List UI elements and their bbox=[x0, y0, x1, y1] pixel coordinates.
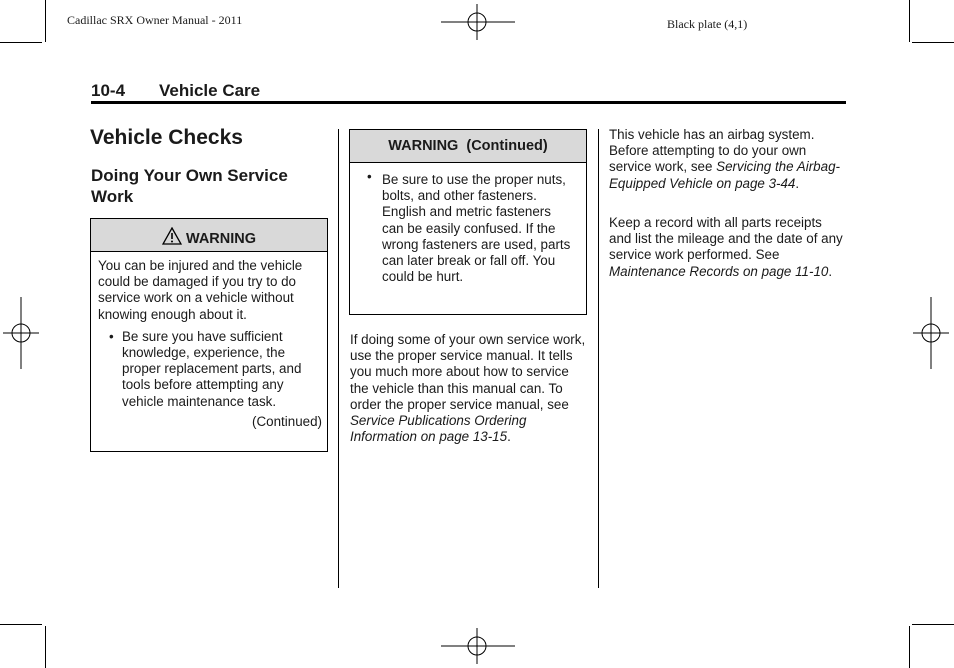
registration-mark-icon bbox=[441, 628, 515, 664]
warning-body bbox=[350, 163, 586, 285]
crop-mark bbox=[912, 42, 954, 43]
paragraph-end: . bbox=[828, 263, 833, 279]
crop-mark bbox=[45, 0, 46, 42]
cross-reference: Maintenance Records on page 11-10 bbox=[609, 263, 829, 279]
middle-paragraph bbox=[350, 332, 586, 445]
plate-label: Black plate (4,1) bbox=[667, 17, 748, 31]
paragraph-text: If doing some of your own service work, use the proper service manual. It tells you much more about how to service the vehicle than this manual can. To order the proper service manual, see bbox=[350, 332, 586, 412]
warning-header bbox=[91, 219, 327, 252]
section-rule bbox=[91, 101, 846, 104]
registration-mark-icon bbox=[441, 4, 515, 40]
registration-mark-icon bbox=[913, 297, 949, 369]
warning-triangle-icon bbox=[162, 227, 182, 245]
cross-reference: Servicing the Airbag-Equipped Vehicle on page 3-44 bbox=[609, 159, 840, 191]
paragraph-end: . bbox=[507, 429, 511, 445]
bullet-icon: • bbox=[367, 169, 372, 184]
warning-box bbox=[90, 218, 328, 452]
paragraph-text: This vehicle has an airbag system. Before attempting to do your own service work, see bbox=[609, 127, 815, 175]
warning-box bbox=[349, 129, 587, 315]
warning-header bbox=[350, 130, 586, 163]
doc-header-title: Cadillac SRX Owner Manual - 2011 bbox=[67, 13, 243, 27]
right-paragraph-2 bbox=[609, 215, 847, 280]
cross-reference: Service Publications Ordering Information on page 13-15 bbox=[350, 413, 527, 445]
crop-mark bbox=[0, 624, 42, 625]
list-item bbox=[98, 329, 322, 410]
crop-mark bbox=[0, 42, 42, 43]
paragraph-end: . bbox=[795, 175, 800, 191]
crop-mark bbox=[45, 626, 46, 668]
list-item bbox=[357, 169, 581, 285]
section-heading bbox=[91, 81, 260, 101]
warning-bullet: Be sure to use the proper nuts, bolts, and other fasteners. English and metric fasteners can be easily confused. If the wrong fasteners are used, parts can later break or fall off. You could be hurt. bbox=[382, 172, 571, 285]
warning-heading: WARNING (Continued) bbox=[388, 138, 548, 154]
column-divider bbox=[338, 129, 339, 588]
warning-body bbox=[91, 252, 327, 430]
warning-bullet: Be sure you have sufficient knowledge, experience, the proper replacement parts, and tools before attempting any vehicle maintenance task. bbox=[122, 328, 302, 409]
crop-mark bbox=[909, 626, 910, 668]
section-number: 10-4 bbox=[91, 81, 126, 100]
page-title: Vehicle Checks bbox=[90, 126, 243, 149]
warning-intro: You can be injured and the vehicle could be damaged if you try to do service work on a vehicle without knowing enough about it. bbox=[98, 258, 303, 322]
registration-mark-icon bbox=[3, 297, 39, 369]
right-paragraph-1 bbox=[609, 127, 847, 192]
continued-label: (Continued) bbox=[252, 413, 322, 429]
crop-mark bbox=[912, 624, 954, 625]
warning-heading: WARNING bbox=[185, 231, 257, 247]
subsection-title: Doing Your Own Service Work bbox=[91, 166, 288, 206]
paragraph-text: Keep a record with all parts receipts and list the mileage and the date of any service work performed. See bbox=[609, 215, 843, 263]
bullet-icon: • bbox=[109, 328, 114, 344]
crop-mark bbox=[909, 0, 910, 42]
section-title: Vehicle Care bbox=[159, 81, 261, 100]
column-divider bbox=[598, 129, 599, 588]
